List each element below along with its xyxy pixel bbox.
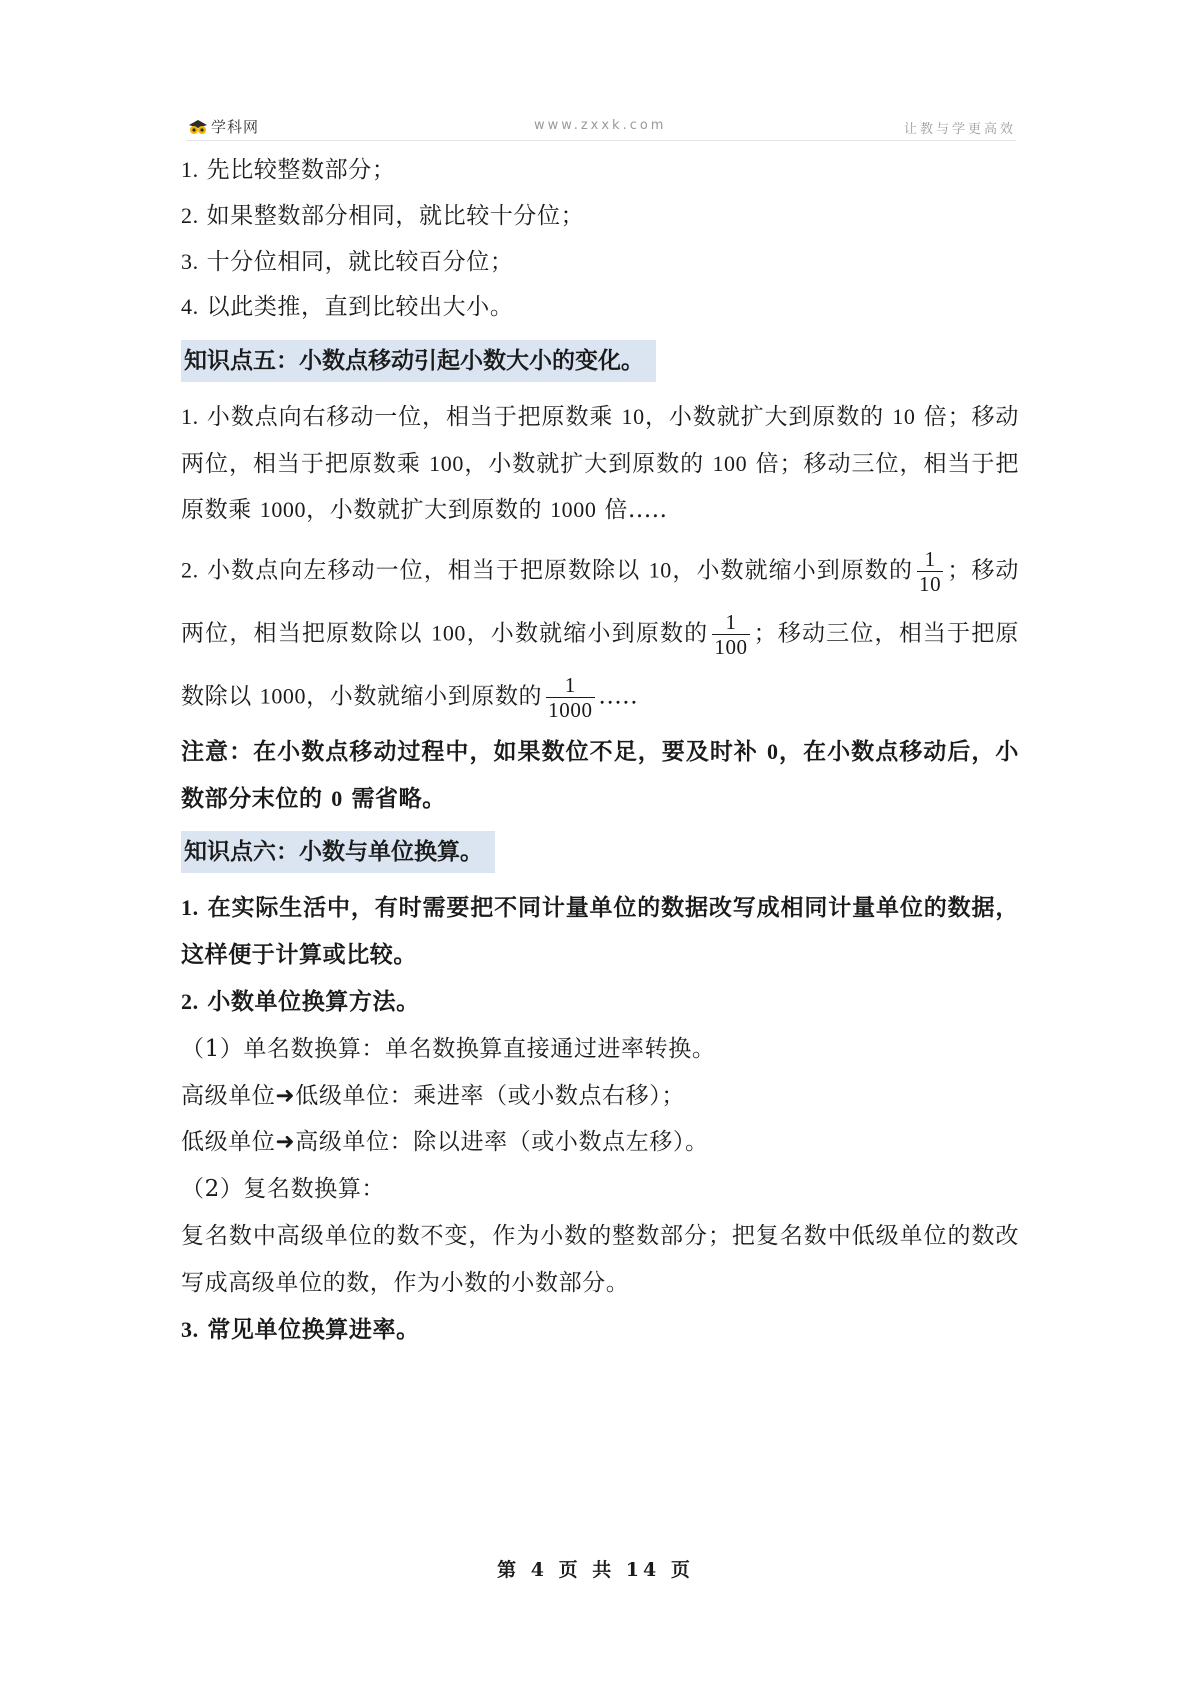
logo-text: 学科网	[211, 118, 260, 136]
page-number: 第 4 页 共 14 页	[497, 1559, 694, 1581]
section-heading-6: 知识点六：小数与单位换算。	[181, 831, 495, 873]
list-item: 2. 如果整数部分相同，就比较十分位；	[181, 203, 585, 229]
paragraph-line: 数除以 1000，小数就缩小到原数的 $\frac{1}{1000}$ .....	[181, 673, 639, 722]
paragraph-line: 复名数中高级单位的数不变，作为小数的整数部分；把复名数中低级单位的数改	[181, 1223, 1019, 1249]
paragraph-line: 1. 在实际生活中，有时需要把不同计量单位的数据改写成相同计量单位的数据，	[181, 894, 1020, 921]
paragraph-line: 低级单位➜高级单位：除以进率（或小数点左移）。	[181, 1129, 709, 1155]
site-logo	[188, 116, 259, 137]
paragraph-line: 两位，相当于把原数乘 100，小数就扩大到原数的 100 倍；移动三位，相当于把	[181, 451, 1019, 477]
note-line: 数部分末位的 0 需省略。	[181, 785, 446, 812]
paragraph-line: 3. 常见单位换算进率。	[181, 1316, 420, 1343]
owl-logo-icon	[188, 119, 208, 135]
paragraph-line: 1. 小数点向右移动一位，相当于把原数乘 10，小数就扩大到原数的 10 倍；移动	[181, 404, 1019, 430]
note-line: 注意：在小数点移动过程中，如果数位不足，要及时补 0，在小数点移动后，小	[181, 738, 1020, 765]
paragraph-line: 原数乘 1000，小数就扩大到原数的 1000 倍.....	[181, 497, 668, 523]
paragraph-line: 两位，相当把原数除以 100，小数就缩小到原数的 $\frac{1}{100}$ ；移动三位，相当于把原	[181, 610, 1019, 659]
paragraph-line: （1）单名数换算：单名数换算直接通过进率转换。	[181, 1036, 716, 1062]
section-heading-5: 知识点五：小数点移动引起小数大小的变化。	[181, 340, 656, 382]
list-item: 4. 以此类推，直到比较出大小。	[181, 294, 514, 320]
site-url: www.zxxk.com	[534, 118, 667, 133]
paragraph-line: 2. 小数点向左移动一位，相当于把原数除以 10，小数就缩小到原数的 $\frac{1}{10}$ ；移动	[181, 547, 1019, 596]
fraction: $\frac{1}{1000}$	[548, 673, 593, 722]
paragraph-line: 这样便于计算或比较。	[181, 941, 417, 968]
list-item: 1. 先比较整数部分；	[181, 157, 396, 183]
site-slogan: 让教与学更高效	[903, 122, 1016, 137]
paragraph-line: （2）复名数换算：	[181, 1176, 386, 1202]
fraction: $\frac{1}{10}$	[919, 547, 942, 596]
paragraph-line: 2. 小数单位换算方法。	[181, 988, 420, 1015]
paragraph-line: 高级单位➜低级单位：乘进率（或小数点右移）；	[181, 1083, 685, 1109]
page-header	[186, 116, 1016, 141]
paragraph-line: 写成高级单位的数，作为小数的小数部分。	[181, 1270, 630, 1296]
list-item: 3. 十分位相同，就比较百分位；	[181, 249, 514, 275]
fraction: $\frac{1}{100}$	[714, 610, 748, 659]
